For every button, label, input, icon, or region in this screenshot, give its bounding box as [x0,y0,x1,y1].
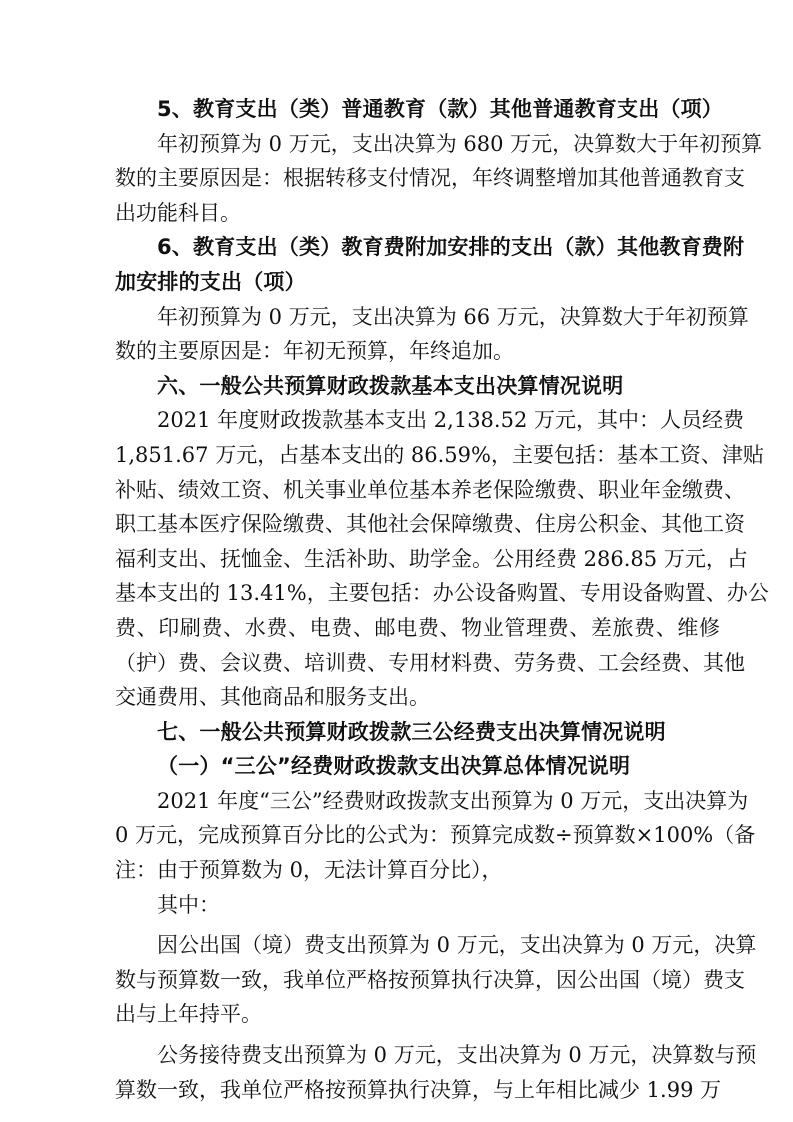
paragraph-line: 因公出国（境）费支出预算为 0 万元，支出决算为 0 万元，决算 [157,933,757,958]
paragraph-line: 公务接待费支出预算为 0 万元，支出决算为 0 万元，决算数与预 [157,1043,757,1068]
paragraph-line: 算数一致，我单位严格按预算执行决算，与上年相比减少 1.99 万 [115,1077,722,1102]
paragraph-line: 基本支出的 13.41%，主要包括：办公设备购置、专用设备购置、办公 [115,581,769,606]
paragraph-line: 年初预算为 0 万元，支出决算为 680 万元，决算数大于年初预算 [157,131,763,156]
paragraph-line: 其中： [157,892,220,917]
paragraph-line: 数的主要原因是：根据转移支付情况，年终调整增加其他普通教育支 [115,166,745,191]
paragraph-line: （护）费、会议费、培训费、专用材料费、劳务费、工会经费、其他 [115,650,745,675]
paragraph-line: 补贴、绩效工资、机关事业单位基本养老保险缴费、职业年金缴费、 [115,477,745,502]
paragraph-line: 费、印刷费、水费、电费、邮电费、物业管理费、差旅费、维修 [115,615,720,640]
paragraph-line: 交通费用、其他商品和服务支出。 [115,685,430,710]
sub-heading: （一）“三公”经费财政拨款支出决算总体情况说明 [157,754,631,779]
paragraph-line: 年初预算为 0 万元，支出决算为 66 万元，决算数大于年初预算 [157,304,749,329]
paragraph-line: 数的主要原因是：年初无预算，年终追加。 [115,339,514,364]
section-heading: 六、一般公共预算财政拨款基本支出决算情况说明 [157,373,624,398]
paragraph-line: 出与上年持平。 [115,1002,262,1027]
paragraph-line: 注：由于预算数为 0，无法计算百分比）， [115,858,503,883]
paragraph-line: 0 万元，完成预算百分比的公式为：预算完成数÷预算数×100%（备 [115,823,756,848]
document-body [115,92,769,1107]
section-heading: 6、教育支出（类）教育费附加安排的支出（款）其他教育费附 [157,235,745,260]
paragraph-line: 数与预算数一致，我单位严格按预算执行决算，因公出国（境）费支 [115,967,745,992]
paragraph-line: 2021 年度财政拨款基本支出 2,138.52 万元，其中：人员经费 [157,408,744,433]
paragraph-line: 职工基本医疗保险缴费、其他社会保障缴费、住房公积金、其他工资 [115,512,745,537]
section-heading: 5、教育支出（类）普通教育（款）其他普通教育支出（项） [157,97,724,121]
paragraph-line: 出功能科目。 [115,200,241,225]
section-heading: 加安排的支出（项） [115,269,306,294]
paragraph-line: 2021 年度“三公”经费财政拨款支出预算为 0 万元，支出决算为 [157,788,749,813]
section-heading: 七、一般公共预算财政拨款三公经费支出决算情况说明 [157,719,666,744]
paragraph-line: 1,851.67 万元，占基本支出的 86.59%，主要包括：基本工资、津贴 [115,442,764,467]
paragraph-line: 福利支出、抚恤金、生活补助、助学金。公用经费 286.85 万元，占 [115,546,748,571]
